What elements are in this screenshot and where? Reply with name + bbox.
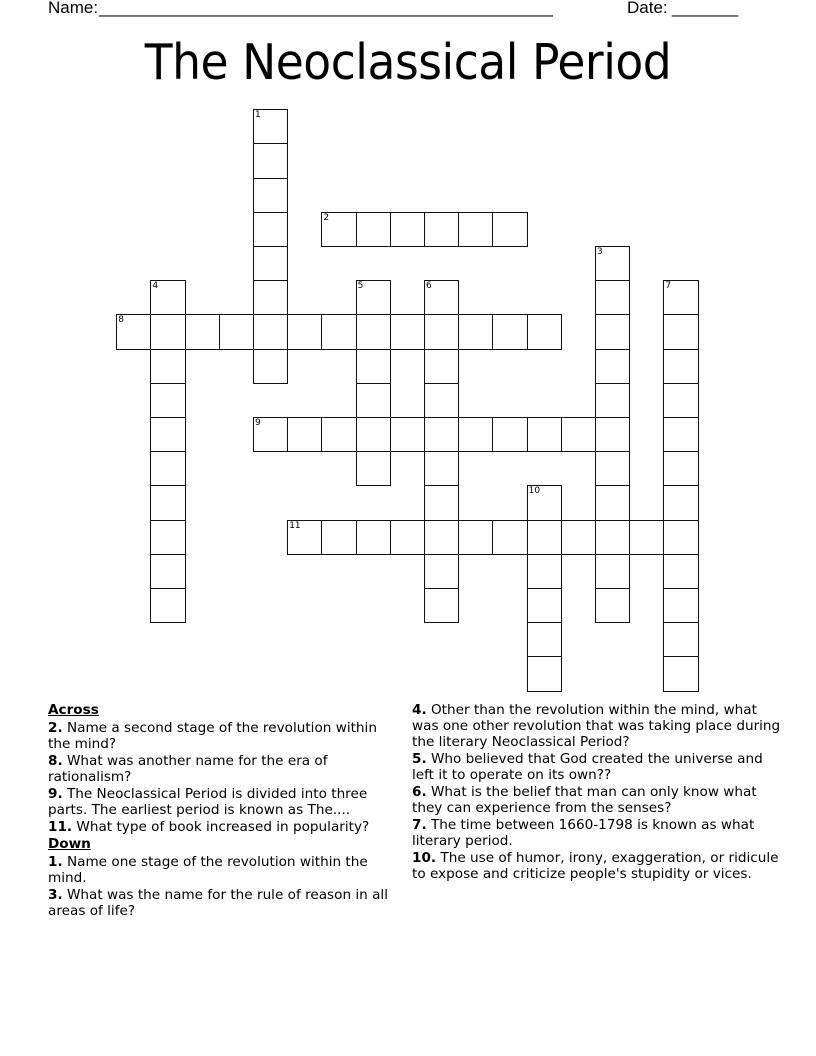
clue-text: Name a second stage of the revolution within the mind? bbox=[48, 720, 377, 752]
clue-across-9 bbox=[48, 786, 398, 818]
crossword-cell[interactable] bbox=[424, 451, 459, 486]
clue-number-label: 2 bbox=[323, 212, 330, 223]
crossword-cell[interactable] bbox=[185, 314, 220, 349]
crossword-cell[interactable] bbox=[116, 314, 151, 349]
clue-down-3 bbox=[48, 887, 398, 919]
crossword-cell[interactable] bbox=[492, 212, 527, 247]
clue-text: What is the belief that man can only know what they can experience from the senses? bbox=[412, 784, 757, 816]
crossword-cell[interactable] bbox=[458, 417, 493, 452]
crossword-cell[interactable] bbox=[595, 588, 630, 623]
crossword-cell[interactable] bbox=[595, 451, 630, 486]
crossword-cell[interactable] bbox=[253, 212, 288, 247]
page-title: The Neoclassical Period bbox=[144, 34, 672, 91]
crossword-cell[interactable] bbox=[663, 417, 698, 452]
crossword-cell[interactable] bbox=[424, 485, 459, 520]
crossword-cell[interactable] bbox=[321, 520, 356, 555]
clue-number: 7. bbox=[412, 817, 427, 833]
crossword-cell[interactable] bbox=[150, 554, 185, 589]
clue-down-1 bbox=[48, 854, 398, 886]
crossword-cell[interactable] bbox=[663, 554, 698, 589]
crossword-cell[interactable] bbox=[663, 451, 698, 486]
crossword-cell[interactable] bbox=[356, 383, 391, 418]
crossword-cell[interactable] bbox=[595, 485, 630, 520]
clue-text: What was the name for the rule of reason in all areas of life? bbox=[48, 887, 388, 919]
clue-down-7 bbox=[412, 817, 782, 849]
crossword-cell[interactable] bbox=[287, 314, 322, 349]
clue-text: The Neoclassical Period is divided into three parts. The earliest period is known as The.... bbox=[48, 786, 368, 818]
crossword-cell[interactable] bbox=[595, 246, 630, 281]
crossword-cell[interactable] bbox=[424, 417, 459, 452]
crossword-cell[interactable] bbox=[321, 417, 356, 452]
crossword-cell[interactable] bbox=[356, 520, 391, 555]
crossword-cell[interactable] bbox=[527, 520, 562, 555]
crossword-cell[interactable] bbox=[458, 212, 493, 247]
name-field[interactable]: ________________________________________________ bbox=[99, 0, 553, 17]
crossword-cell[interactable] bbox=[253, 143, 288, 178]
crossword-cell[interactable] bbox=[356, 451, 391, 486]
clue-number: 6. bbox=[412, 784, 427, 800]
clue-number-label: 5 bbox=[357, 281, 364, 292]
clue-across-11 bbox=[48, 819, 398, 835]
crossword-cell[interactable] bbox=[219, 314, 254, 349]
clue-text: What was another name for the era of rationalism? bbox=[48, 753, 328, 785]
crossword-cell[interactable] bbox=[663, 349, 698, 384]
crossword-cell[interactable] bbox=[424, 349, 459, 384]
crossword-cell[interactable] bbox=[424, 280, 459, 315]
crossword-cell[interactable] bbox=[356, 314, 391, 349]
crossword-cell[interactable] bbox=[595, 349, 630, 384]
crossword-cell[interactable] bbox=[356, 349, 391, 384]
crossword-cell[interactable] bbox=[356, 212, 391, 247]
clue-number-label: 7 bbox=[665, 281, 672, 292]
crossword-cell[interactable] bbox=[629, 520, 664, 555]
crossword-cell[interactable] bbox=[356, 280, 391, 315]
clue-down-4 bbox=[412, 702, 782, 750]
crossword-cell[interactable] bbox=[663, 485, 698, 520]
crossword-cell[interactable] bbox=[390, 212, 425, 247]
crossword-cell[interactable] bbox=[287, 520, 322, 555]
crossword-cell[interactable] bbox=[663, 588, 698, 623]
clue-number-label: 9 bbox=[255, 418, 261, 428]
clue-number-label: 3 bbox=[597, 247, 603, 257]
crossword-cell[interactable] bbox=[458, 520, 493, 555]
crossword-cell[interactable] bbox=[390, 520, 425, 555]
clues-column-left bbox=[48, 702, 398, 920]
crossword-cell[interactable] bbox=[492, 417, 527, 452]
crossword-cell[interactable] bbox=[595, 280, 630, 315]
clue-text: The time between 1660-1798 is known as what literary period. bbox=[412, 817, 755, 849]
crossword-cell[interactable] bbox=[424, 383, 459, 418]
clue-number-label: 10 bbox=[528, 486, 541, 497]
crossword-cell[interactable] bbox=[492, 520, 527, 555]
crossword-cell[interactable] bbox=[595, 417, 630, 452]
clue-down-6 bbox=[412, 784, 782, 816]
clue-number: 11. bbox=[48, 819, 73, 835]
clue-number: 2. bbox=[48, 720, 63, 736]
clue-down-5 bbox=[412, 751, 782, 783]
down-heading: Down bbox=[48, 836, 91, 852]
crossword-cell[interactable] bbox=[150, 451, 185, 486]
name-label: Name: bbox=[48, 0, 99, 17]
clue-number-label: 11 bbox=[289, 520, 301, 531]
clue-text: What type of book increased in popularity? bbox=[72, 819, 370, 835]
clue-down-10 bbox=[412, 850, 782, 882]
crossword-cell[interactable] bbox=[424, 314, 459, 349]
across-heading: Across bbox=[48, 702, 99, 718]
crossword-cell[interactable] bbox=[492, 314, 527, 349]
crossword-cell[interactable] bbox=[663, 383, 698, 418]
crossword-cell[interactable] bbox=[424, 212, 459, 247]
crossword-cell[interactable] bbox=[663, 520, 698, 555]
clue-number-label: 1 bbox=[255, 110, 261, 121]
crossword-cell[interactable] bbox=[527, 588, 562, 623]
crossword-cell[interactable] bbox=[424, 554, 459, 589]
clue-text: Who believed that God created the universe and left it to operate on its own?? bbox=[412, 751, 763, 783]
crossword-cell[interactable] bbox=[595, 554, 630, 589]
date-label: Date: bbox=[627, 0, 668, 17]
crossword-cell[interactable] bbox=[527, 417, 562, 452]
clue-across-2 bbox=[48, 720, 398, 752]
crossword-cell[interactable] bbox=[527, 485, 562, 520]
crossword-cell[interactable] bbox=[424, 588, 459, 623]
crossword-cell[interactable] bbox=[253, 314, 288, 349]
clue-number: 10. bbox=[412, 850, 437, 866]
clues-column-right bbox=[412, 702, 782, 883]
crossword-cell[interactable] bbox=[458, 314, 493, 349]
crossword-cell[interactable] bbox=[356, 417, 391, 452]
clue-number-label: 4 bbox=[152, 281, 159, 292]
crossword-cell[interactable] bbox=[527, 622, 562, 657]
crossword-cell[interactable] bbox=[150, 280, 185, 315]
crossword-cell[interactable] bbox=[150, 485, 185, 520]
crossword-cell[interactable] bbox=[390, 417, 425, 452]
crossword-cell[interactable] bbox=[663, 314, 698, 349]
crossword-cell[interactable] bbox=[253, 417, 288, 452]
crossword-cell[interactable] bbox=[561, 417, 596, 452]
clue-number: 3. bbox=[48, 887, 63, 903]
crossword-cell[interactable] bbox=[253, 349, 288, 384]
clue-text: Other than the revolution within the mind, what was one other revolution that was taking place during the literary Neoclassical Period? bbox=[412, 702, 781, 750]
crossword-cell[interactable] bbox=[253, 280, 288, 315]
crossword-cell[interactable] bbox=[287, 417, 322, 452]
crossword-cell[interactable] bbox=[595, 314, 630, 349]
date-field[interactable]: _______ bbox=[672, 0, 739, 17]
crossword-cell[interactable] bbox=[253, 109, 288, 144]
clue-text: Name one stage of the revolution within the mind. bbox=[48, 854, 368, 886]
crossword-cell[interactable] bbox=[150, 314, 185, 349]
crossword-cell[interactable] bbox=[253, 246, 288, 281]
crossword-cell[interactable] bbox=[595, 383, 630, 418]
crossword-cell[interactable] bbox=[663, 622, 698, 657]
crossword-cell[interactable] bbox=[424, 520, 459, 555]
clue-number: 5. bbox=[412, 751, 427, 767]
crossword-cell[interactable] bbox=[527, 554, 562, 589]
clue-number-label: 6 bbox=[426, 281, 432, 292]
clue-text: The use of humor, irony, exaggeration, or ridicule to expose and criticize people's stupidity or vices. bbox=[412, 850, 779, 882]
crossword-cell[interactable] bbox=[663, 280, 698, 315]
crossword-cell[interactable] bbox=[150, 588, 185, 623]
crossword-cell[interactable] bbox=[150, 417, 185, 452]
clue-number: 8. bbox=[48, 753, 63, 769]
crossword-cell[interactable] bbox=[150, 520, 185, 555]
clue-across-8 bbox=[48, 753, 398, 785]
crossword-cell[interactable] bbox=[150, 349, 185, 384]
crossword-cell[interactable] bbox=[390, 314, 425, 349]
clue-number: 1. bbox=[48, 854, 63, 870]
crossword-cell[interactable] bbox=[595, 520, 630, 555]
crossword-cell[interactable] bbox=[321, 212, 356, 247]
crossword-cell[interactable] bbox=[527, 314, 562, 349]
clue-number: 4. bbox=[412, 702, 427, 718]
crossword-cell[interactable] bbox=[527, 656, 562, 691]
crossword-cell[interactable] bbox=[561, 520, 596, 555]
clue-number: 9. bbox=[48, 786, 63, 802]
crossword-cell[interactable] bbox=[321, 314, 356, 349]
crossword-cell[interactable] bbox=[253, 178, 288, 213]
clue-number-label: 8 bbox=[118, 315, 124, 326]
crossword-cell[interactable] bbox=[150, 383, 185, 418]
crossword-cell[interactable] bbox=[663, 656, 698, 691]
